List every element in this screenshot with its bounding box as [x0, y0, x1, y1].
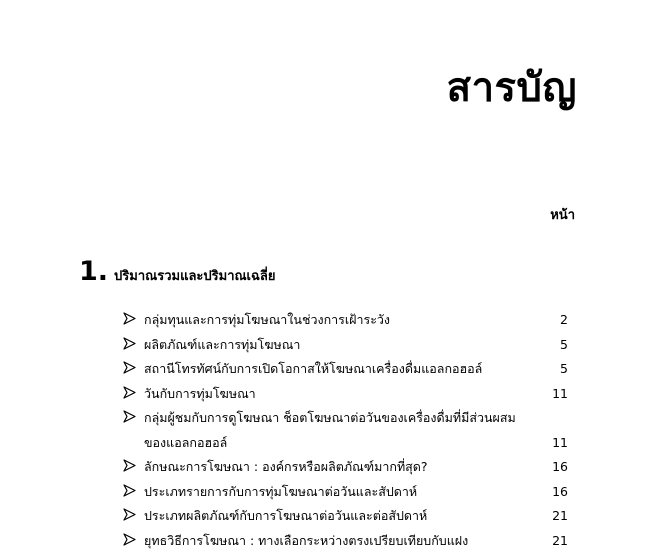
toc-entry-text: กลุ่มทุนและการทุ่มโฆษณาในช่วงการเฝ้าระวัง: [123, 308, 544, 333]
toc-entries: [123, 308, 583, 553]
toc-entry-page-number: 21: [528, 529, 568, 553]
section-number: 1.: [79, 258, 108, 285]
toc-entry-text: ของแอลกอฮอล์: [123, 431, 544, 456]
toc-entry[interactable]: [123, 406, 583, 455]
arrow-bullet-icon: [123, 333, 139, 358]
toc-entry-text: ประเภทรายการกับการทุ่มโฆษณาต่อวันและสัปดาห์: [123, 480, 544, 505]
arrow-bullet-icon: [123, 455, 139, 480]
toc-entry-text: วันกับการทุ่มโฆษณา: [123, 382, 544, 407]
page-column-header: หน้า: [550, 204, 575, 225]
toc-entry[interactable]: [123, 333, 583, 358]
arrow-bullet-icon: [123, 529, 139, 553]
toc-entry-page-number: 11: [528, 382, 568, 407]
arrow-bullet-icon: [123, 382, 139, 407]
toc-entry-page-number: 5: [528, 333, 568, 358]
toc-entry-page-number: 16: [528, 455, 568, 480]
arrow-bullet-icon: [123, 406, 139, 431]
arrow-bullet-icon: [123, 504, 139, 529]
toc-entry[interactable]: [123, 308, 583, 333]
toc-entry-page-number: 5: [528, 357, 568, 382]
page-title: สารบัญ: [447, 66, 577, 110]
section-heading: [79, 258, 275, 286]
toc-entry-page-number: 11: [528, 431, 568, 456]
toc-entry-text: สถานีโทรทัศน์กับการเปิดโอกาสให้โฆษณาเครื่องดื่มแอลกอฮอล์: [123, 357, 544, 382]
toc-entry-page-number: 21: [528, 504, 568, 529]
toc-entry[interactable]: [123, 382, 583, 407]
toc-entry-text: กลุ่มผู้ชมกับการดูโฆษณา ช็อตโฆษณาต่อวันของเครื่องดื่มที่มีส่วนผสม: [123, 406, 544, 431]
toc-entry[interactable]: [123, 357, 583, 382]
arrow-bullet-icon: [123, 357, 139, 382]
section-title: ปริมาณรวมและปริมาณเฉลี่ย: [114, 265, 275, 286]
toc-entry-text: ยุทธวิธีการโฆษณา : ทางเลือกระหว่างตรงเปรียบเทียบกับแฝง: [123, 529, 544, 553]
arrow-bullet-icon: [123, 308, 139, 333]
toc-entry[interactable]: [123, 504, 583, 529]
toc-entry-page-number: 16: [528, 480, 568, 505]
toc-entry[interactable]: [123, 455, 583, 480]
toc-entry-text: ลักษณะการโฆษณา : องค์กรหรือผลิตภัณฑ์มากที่สุด?: [123, 455, 544, 480]
toc-entry-page-number: 2: [528, 308, 568, 333]
toc-entry-text: ประเภทผลิตภัณฑ์กับการโฆษณาต่อวันและต่อสัปดาห์: [123, 504, 544, 529]
arrow-bullet-icon: [123, 480, 139, 505]
toc-entry-text: ผลิตภัณฑ์และการทุ่มโฆษณา: [123, 333, 544, 358]
toc-entry[interactable]: [123, 480, 583, 505]
toc-entry[interactable]: [123, 529, 583, 553]
